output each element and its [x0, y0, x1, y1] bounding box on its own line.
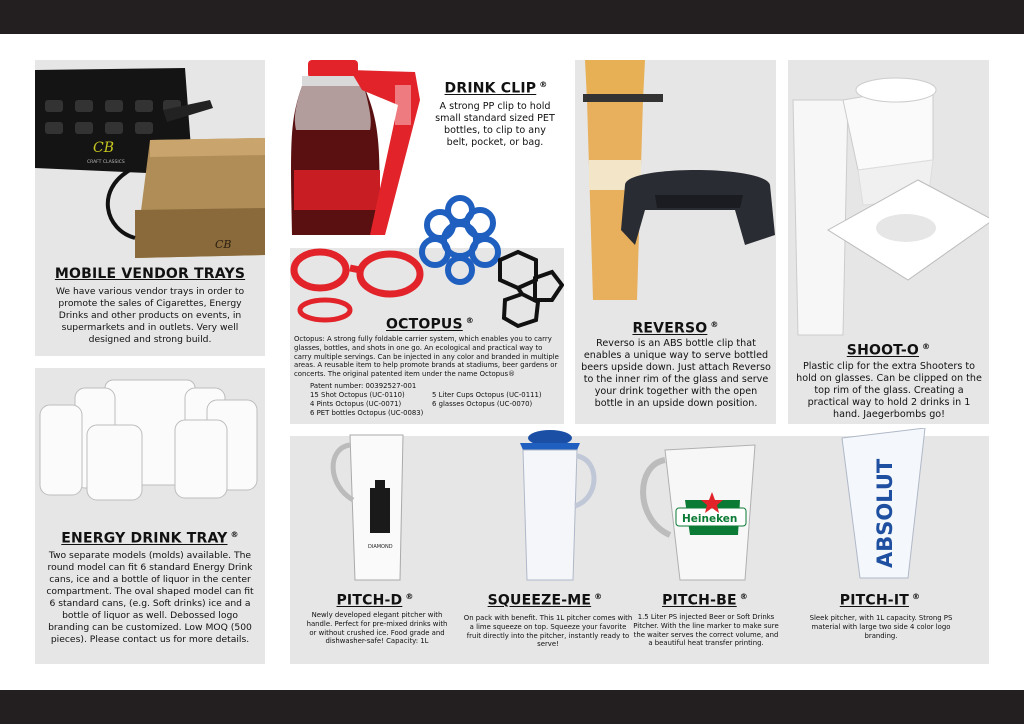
vendor-logo-text: CB	[93, 140, 114, 156]
heineken-logo-text: Heineken	[682, 513, 738, 525]
energy-tray-description: Two separate models (molds) available. The round model can fit 6 standard Energy Drink cans, ice and a bottle of liquor in the center compartment. The oval shaped model can fit 6 standard cans, (e.g. Soft drinks) ice and a bottle of liquor as well. Debossed logo branding can be customized. Low MOQ (500 pieces). Please contact us for more details.	[46, 550, 254, 645]
pitchd-description: Newly developed elegant pitcher with handle. Perfect for pre-mixed drinks with or without crushed ice. Food grade and dishwasher-safe! Capacity: 1L	[306, 611, 448, 646]
pitchbe-description: 1.5 Liter PS injected Beer or Soft Drinks Pitcher. With the line marker to make sure the waiter serves the correct volume, and a beautiful heat transfer printing.	[633, 613, 779, 648]
reverso-image	[575, 60, 776, 310]
squeeze-me-title: SQUEEZE-ME ®	[487, 592, 603, 609]
energy-tray-title: ENERGY DRINK TRAY ®	[61, 530, 239, 547]
drink-clip-description: A strong PP clip to hold small standard sized PET bottles, to clip to any belt, pocket, or bag.	[435, 101, 555, 148]
squeeze-me-image	[505, 428, 605, 585]
pitchd-title: PITCH-D ®	[336, 592, 414, 609]
vendor-logo-subtext: CRAFT CLASSICS	[87, 160, 125, 165]
pitchd-label-text: DIAMOND	[368, 544, 393, 550]
shooto-image	[788, 60, 989, 340]
reverso-title: REVERSO ®	[632, 320, 719, 337]
energy-tray-image	[35, 370, 265, 510]
drink-clip-title: DRINK CLIP ®	[444, 80, 548, 97]
octopus-model: 6 PET bottles Octopus (UC-0083)	[310, 408, 424, 417]
vendor-trays-title: MOBILE VENDOR TRAYS	[54, 266, 246, 282]
octopus-model: 15 Shot Octopus (UC-0110)	[310, 391, 405, 399]
pitchit-description: Sleek pitcher, with 1L capacity. Strong PS material with large two side 4 color logo branding.	[809, 614, 953, 640]
octopus-model: 4 Pints Octopus (UC-0071)	[310, 399, 402, 408]
vendor-trays-description: We have various vendor trays in order to promote the sales of Cigarettes, Energy Drinks and other products on events, in supermarkets and in outlets. Very well designed and strong build.	[55, 286, 245, 345]
absolut-logo-text: ABSOLUT	[873, 458, 897, 568]
svg-text:CB: CB	[215, 238, 232, 251]
shooto-title: SHOOT-O ®	[846, 342, 931, 359]
pitchd-image	[325, 430, 425, 585]
vendor-tray-image	[35, 60, 265, 260]
pitchbe-title: PITCH-BE ®	[662, 592, 748, 609]
top-bar	[0, 0, 1024, 34]
octopus-image	[290, 190, 564, 330]
octopus-title: OCTOPUS ®	[386, 316, 474, 333]
octopus-models-right	[432, 391, 557, 409]
pitchit-title: PITCH-IT ®	[839, 592, 921, 609]
pitchbe-image	[640, 440, 770, 585]
squeeze-me-description: On pack with benefit. This 1L pitcher comes with a lime squeeze on top. Squeeze your favorite fruit directly into the pitcher, instantly ready to serve!	[463, 614, 633, 649]
shooto-description: Plastic clip for the extra Shooters to hold on glasses. Can be clipped on the top rim of the glass. Creating a practical way to hold 2 drinks in 1 hand. Jaegerbombs go!	[796, 361, 982, 420]
octopus-model: 5 Liter Cups Octopus (UC-0111)	[432, 391, 542, 399]
octopus-patent: Patent number: 00392527-001	[310, 382, 417, 390]
octopus-description: Octopus: A strong fully foldable carrier system, which enables you to carry glasses, bottles, and shots in one go. An ecological and practical way to carry multiple servings. Can be injected in any color and branded in multiple areas. A reusable item to help promote brands at stadiums, beer gardens or concerts. The original patented item under the name Octopus®	[294, 335, 559, 379]
pitchit-image	[830, 428, 930, 588]
bottom-bar	[0, 690, 1024, 724]
octopus-model: 6 glasses Octopus (UC-0070)	[432, 399, 533, 408]
reverso-description: Reverso is an ABS bottle clip that enables a unique way to serve bottled beers upside down. Just attach Reverso to the inner rim of the glass and serve your drink together with the open bottle in an upside down position.	[581, 338, 771, 409]
octopus-models-left	[310, 391, 440, 417]
